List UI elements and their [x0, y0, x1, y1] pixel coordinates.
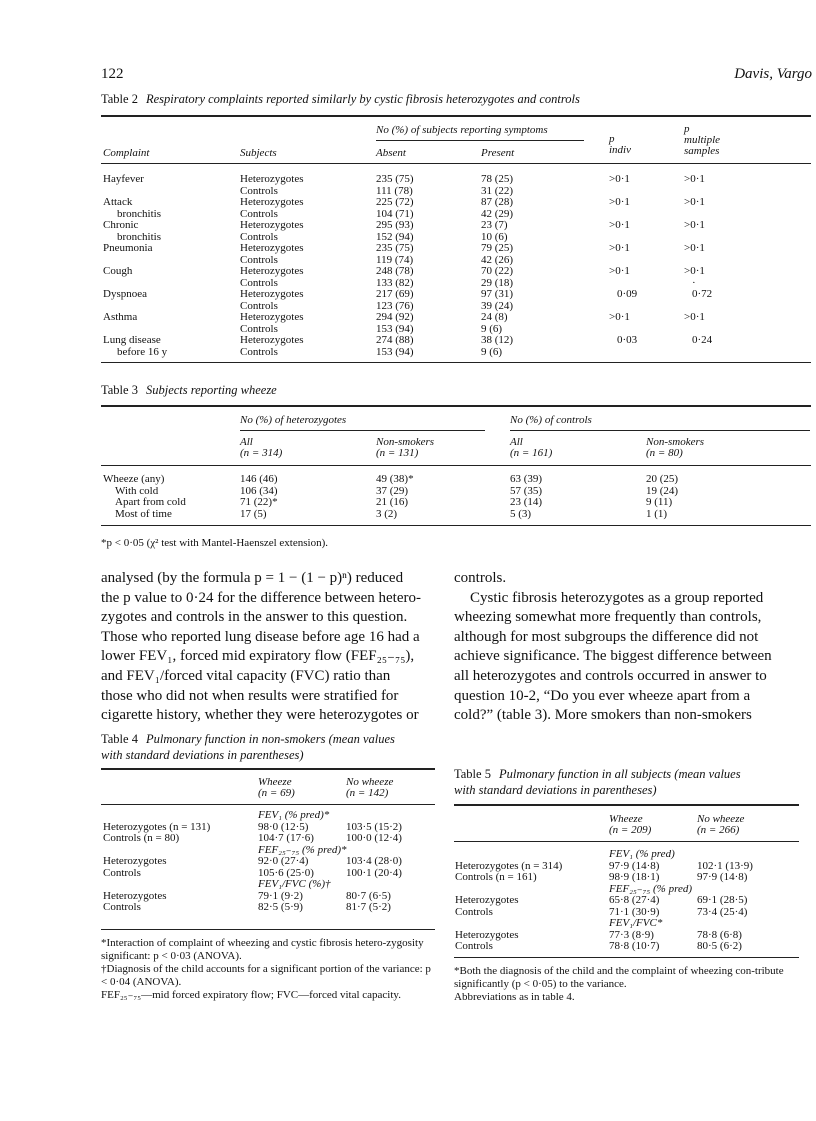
table4-caption — [101, 731, 441, 763]
table4-header-rule — [101, 804, 435, 805]
table4-title-2: with standard deviations in parentheses) — [101, 748, 304, 762]
table2-p-multiple-cell: 0·72 — [692, 288, 713, 300]
table2-present-cell: 78 (25) — [481, 173, 514, 185]
table3-value-cell: 146 (46) — [240, 473, 278, 485]
table2-absent-cell: 119 (74) — [376, 253, 414, 266]
table3-label: Table 3 — [101, 383, 138, 397]
table3-col-header: Non-smokers — [376, 436, 435, 448]
table2-p-indiv-cell: >0·1 — [609, 173, 630, 185]
t5-footnote: *Both the diagnosis of the child and the complaint of wheezing con-tribute significantly (p < 0·05) to the variance. — [454, 965, 784, 990]
table3-ctl-rule — [510, 430, 810, 431]
t5-value-cell: 97·9 (14·8) — [697, 871, 748, 883]
t4-section-heading: FEF₂₅₋₇₅ (% pred)* — [258, 843, 347, 856]
table2-complaint-cell: Cough — [103, 265, 133, 277]
table2-subjects-cell: Heterozygotes — [240, 242, 304, 254]
t4-value-cell: 104·7 (17·6) — [258, 832, 314, 844]
table3-value-cell: 71 (22)* — [240, 496, 278, 508]
table2-h-pmult-1: p — [684, 123, 690, 135]
table5-notes — [454, 965, 799, 1004]
body-right-line: although for most subgroups the difference did not — [454, 628, 759, 645]
table2-p-multiple-cell: >0·1 — [684, 242, 705, 254]
table2-p-indiv-cell: >0·1 — [609, 196, 630, 208]
table4-top-rule — [101, 768, 435, 770]
t4-row-label: Heterozygotes (n = 131) — [103, 820, 211, 833]
table2-absent-cell: 225 (72) — [376, 196, 414, 208]
table3-value-cell: 9 (11) — [646, 496, 673, 508]
table2-absent-cell: 123 (76) — [376, 299, 414, 312]
t5-value-cell: 80·5 (6·2) — [697, 940, 742, 952]
t4-row-label: Heterozygotes — [103, 889, 167, 902]
table3-col-n: (n = 314) — [240, 447, 283, 459]
table2-present-cell: 38 (12) — [481, 334, 514, 346]
body-left-line: zygotes and controls in the answer to this question. — [101, 609, 408, 626]
table2-p-multiple-cell: >0·1 — [684, 219, 705, 231]
table2-caption — [101, 92, 580, 107]
table2-h-pmult-3: samples — [684, 145, 720, 157]
t5-value-cell: 78·8 (6·8) — [697, 928, 742, 941]
table3-col-header: All — [240, 436, 253, 448]
t5-section-heading: FEF₂₅₋₇₅ (% pred) — [609, 882, 693, 895]
t5-row-label: Controls — [455, 905, 493, 918]
t5-section-heading: FEV₁/FVC* — [609, 917, 663, 929]
table3-row-label: Apart from cold — [115, 496, 186, 508]
table4-label: Table 4 — [101, 732, 138, 746]
table2-absent-cell: 104 (71) — [376, 207, 414, 220]
t5-footnote: Abbreviations as in table 4. — [454, 991, 575, 1003]
body-right-line: Cystic fibrosis heterozygotes as a group reported — [470, 589, 764, 606]
table2-present-cell: 29 (18) — [481, 276, 514, 289]
table2-title: Respiratory complaints reported similarly by cystic fibrosis heterozygotes and controls — [145, 92, 580, 106]
t4-value-cell: 80·7 (6·5) — [346, 889, 391, 902]
t4-col-header: No wheeze — [346, 776, 394, 788]
table2-group-header: No (%) of subjects reporting symptoms — [376, 124, 548, 136]
table2-absent-cell: 111 (78) — [376, 184, 413, 197]
table2-present-cell: 24 (8) — [481, 311, 508, 323]
body-left-line: lower FEV₁, forced mid expiratory flow (FEF₂₅₋₇₅), — [101, 648, 415, 665]
t4-value-cell: 100·0 (12·4) — [346, 832, 402, 844]
table2-complaint-cell: Hayfever — [103, 173, 144, 185]
t4-row-label: Heterozygotes — [103, 855, 167, 867]
t4-value-cell: 103·4 (28·0) — [346, 855, 402, 867]
table2-subjects-cell: Heterozygotes — [240, 311, 304, 323]
t5-row-label: Heterozygotes (n = 314) — [455, 859, 563, 872]
t4-value-cell: 105·6 (25·0) — [258, 866, 314, 879]
t4-value-cell: 79·1 (9·2) — [258, 889, 303, 902]
table2-present-cell: 42 (29) — [481, 207, 514, 220]
t4-value-cell: 98·0 (12·5) — [258, 820, 309, 833]
table3-value-cell: 3 (2) — [376, 507, 398, 520]
table2-top-rule — [101, 115, 811, 117]
table2-p-multiple-cell: >0·1 — [684, 265, 705, 277]
table2-subjects-cell: Heterozygotes — [240, 196, 304, 208]
table3-row-label: With cold — [115, 484, 159, 497]
table2-p-multiple-cell: 0·24 — [692, 334, 713, 346]
table2-subjects-cell: Controls — [240, 230, 278, 243]
table2-complaint-cell: Attack — [103, 196, 133, 208]
body-left-line: the p value to 0·24 for the difference between hetero- — [101, 589, 421, 606]
table3-caption — [101, 383, 277, 398]
t5-col-header: Wheeze — [609, 813, 643, 825]
t5-value-cell: 102·1 (13·9) — [697, 859, 753, 872]
table2-subjects-cell: Controls — [240, 253, 278, 266]
table2-complaint-cell: Pneumonia — [103, 242, 153, 254]
table2-present-cell: 97 (31) — [481, 288, 514, 300]
table2-p-indiv-cell: >0·1 — [609, 311, 630, 323]
table2-p-indiv-cell: >0·1 — [609, 265, 630, 277]
table3-col-n: (n = 161) — [510, 447, 553, 459]
table2-complaint-cell: Lung disease — [103, 334, 161, 346]
table2-label: Table 2 — [101, 92, 138, 106]
table3-top-rule — [101, 405, 811, 407]
t5-value-cell: 65·8 (27·4) — [609, 894, 660, 906]
table2-absent-cell: 248 (78) — [376, 265, 414, 277]
table2-present-cell: 70 (22) — [481, 265, 514, 277]
table3-value-cell: 23 (14) — [510, 496, 543, 508]
body-right-column — [454, 569, 812, 726]
table3-header-rule — [101, 465, 811, 466]
table2-header-rule — [101, 163, 811, 164]
t5-row-label: Controls — [455, 940, 493, 952]
table2-p-indiv-cell: >0·1 — [609, 242, 630, 254]
table2-absent-cell: 133 (82) — [376, 276, 414, 289]
table2-subjects-cell: Controls — [240, 345, 278, 358]
t4-col-n: (n = 69) — [258, 787, 295, 799]
table3-col-n: (n = 131) — [376, 447, 419, 459]
t5-value-cell: 73·4 (25·4) — [697, 905, 748, 918]
body-right-line: question 10-2, “Do you ever wheeze apart from a — [454, 687, 751, 704]
table2-subjects-cell: Heterozygotes — [240, 334, 304, 346]
table2-present-cell: 9 (6) — [481, 322, 503, 335]
t4-row-label: Controls (n = 80) — [103, 832, 180, 844]
table2-absent-cell: 235 (75) — [376, 242, 414, 254]
table3-group-ctl: No (%) of controls — [510, 414, 592, 426]
table2-p-multiple-cell: >0·1 — [684, 173, 705, 185]
table2-p-indiv-cell: 0·09 — [617, 288, 638, 300]
table2-absent-cell: 217 (69) — [376, 288, 414, 300]
table3-bottom-rule — [101, 525, 811, 526]
table3-value-cell: 21 (16) — [376, 496, 409, 508]
t5-col-n: (n = 209) — [609, 824, 652, 836]
table2-p-multiple-cell: >0·1 — [684, 196, 705, 208]
table2-subjects-cell: Controls — [240, 299, 278, 312]
t5-col-header: No wheeze — [697, 813, 745, 825]
table2-complaint-cell: before 16 y — [117, 345, 168, 358]
t5-row-label: Controls (n = 161) — [455, 871, 537, 883]
body-left-line: cigarette history, whether they were heterozygotes or — [101, 707, 419, 724]
table3-value-cell: 19 (24) — [646, 484, 679, 497]
table2-present-cell: 31 (22) — [481, 184, 514, 197]
table3-value-cell: 106 (34) — [240, 484, 278, 497]
t4-section-heading: FEV₁ (% pred)* — [258, 809, 330, 821]
t4-row-label: Controls — [103, 901, 141, 913]
table2-group-rule — [376, 140, 584, 141]
table2-subjects-cell: Heterozygotes — [240, 173, 304, 185]
table2-h-pindiv-1: p — [609, 133, 615, 145]
page-number: 122 — [101, 66, 124, 82]
table2-p-indiv-cell: 0·03 — [617, 334, 638, 346]
t5-section-heading: FEV₁ (% pred) — [609, 848, 675, 860]
t4-footnote: FEF₂₅₋₇₅—mid forced expiratory flow; FVC—forced vital capacity. — [101, 989, 401, 1001]
t4-value-cell: 100·1 (20·4) — [346, 866, 402, 879]
table2-absent-cell: 235 (75) — [376, 173, 414, 185]
table2-present-cell: 87 (28) — [481, 196, 514, 208]
table3-row-label: Wheeze (any) — [103, 473, 165, 485]
table3-value-cell: 63 (39) — [510, 473, 543, 485]
table2-absent-cell: 152 (94) — [376, 230, 414, 243]
table5-title-1: Pulmonary function in all subjects (mean values — [498, 767, 741, 781]
table3-row-label: Most of time — [115, 507, 172, 520]
t5-value-cell: 69·1 (28·5) — [697, 894, 748, 906]
table2-absent-cell: 153 (94) — [376, 345, 414, 358]
table4-notes — [101, 937, 437, 1002]
table3-het-rule — [240, 430, 485, 431]
table2-p-multiple-cell: · — [692, 276, 696, 289]
table2-present-cell: 23 (7) — [481, 219, 508, 231]
table3-col-header: All — [510, 436, 523, 448]
table2-bottom-rule — [101, 362, 811, 363]
table2-subjects-cell: Heterozygotes — [240, 288, 304, 300]
table2-complaint-cell: bronchitis — [117, 207, 161, 220]
table3-group-het: No (%) of heterozygotes — [240, 414, 347, 426]
table2-h-present: Present — [481, 147, 515, 159]
table2-absent-cell: 294 (92) — [376, 311, 414, 323]
body-left-line: and FEV₁/forced vital capacity (FVC) ratio than — [101, 667, 391, 684]
t5-col-n: (n = 266) — [697, 824, 740, 836]
table5-title-2: with standard deviations in parentheses) — [454, 783, 657, 797]
t5-value-cell: 77·3 (8·9) — [609, 928, 654, 941]
t5-row-label: Heterozygotes — [455, 928, 519, 941]
table3-title: Subjects reporting wheeze — [145, 383, 277, 397]
table5-bottom-rule — [454, 957, 799, 958]
t4-value-cell: 92·0 (27·4) — [258, 855, 309, 867]
table2-subjects-cell: Heterozygotes — [240, 265, 304, 277]
table3-col-header: Non-smokers — [646, 436, 705, 448]
table2-absent-cell: 274 (88) — [376, 334, 414, 346]
table2-h-pindiv-2: indiv — [609, 144, 631, 156]
table2-present-cell: 10 (6) — [481, 230, 508, 243]
table2-p-multiple-cell: >0·1 — [684, 311, 705, 323]
body-left-line: those who did not when results were stratified for — [101, 687, 399, 704]
body-left-line: analysed (by the formula p = 1 − (1 − p)ⁿ) reduced — [101, 570, 404, 586]
table2-subjects-cell: Controls — [240, 276, 278, 289]
table2-h-absent: Absent — [376, 147, 406, 159]
table3-value-cell: 57 (35) — [510, 484, 543, 497]
body-left-column — [101, 569, 446, 726]
t4-row-label: Controls — [103, 866, 141, 879]
body-right-line: cold?” (table 3). More smokers than non-smokers — [454, 707, 752, 724]
table4-title-1: Pulmonary function in non-smokers (mean values — [145, 732, 395, 746]
table2-h-subjects: Subjects — [240, 147, 277, 159]
table3-value-cell: 5 (3) — [510, 507, 532, 520]
table2-present-cell: 79 (25) — [481, 242, 514, 254]
table2-complaint-cell: Asthma — [103, 311, 138, 323]
table2-subjects-cell: Controls — [240, 207, 278, 220]
body-right-line: controls. — [454, 570, 507, 586]
table3-value-cell: 20 (25) — [646, 473, 679, 485]
body-left-line: Those who reported lung disease before age 16 had a — [101, 628, 420, 645]
table2-p-indiv-cell: >0·1 — [609, 219, 630, 231]
table3-col-n: (n = 80) — [646, 447, 683, 459]
running-authors: Davis, Vargo — [734, 66, 812, 82]
table2-h-complaint: Complaint — [103, 147, 150, 159]
table5-top-rule — [454, 804, 799, 806]
t4-col-header: Wheeze — [258, 776, 292, 788]
table2-subjects-cell: Heterozygotes — [240, 219, 304, 231]
t4-value-cell: 81·7 (5·2) — [346, 901, 391, 913]
t4-footnote: †Diagnosis of the child accounts for a significant portion of the variance: p < 0·04 (ANOVA). — [101, 963, 431, 988]
table2-present-cell: 39 (24) — [481, 299, 514, 312]
t5-value-cell: 97·9 (14·8) — [609, 859, 660, 872]
table2-complaint-cell: Dyspnoea — [103, 288, 147, 300]
t4-section-heading: FEV₁/FVC (%)† — [258, 878, 331, 890]
table3-value-cell: 17 (5) — [240, 507, 267, 520]
table5-caption — [454, 766, 799, 798]
table3-value-cell: 1 (1) — [646, 507, 668, 520]
body-right-line: wheezing somewhat more frequently than controls, — [454, 609, 762, 626]
table2-subjects-cell: Controls — [240, 322, 278, 335]
table2-present-cell: 9 (6) — [481, 345, 503, 358]
t4-footnote: *Interaction of complaint of wheezing and cystic fibrosis hetero-zygosity significant: p < 0·03 (ANOVA). — [101, 937, 424, 962]
t4-value-cell: 82·5 (5·9) — [258, 901, 303, 913]
table2-h-pmult-2: multiple — [684, 134, 721, 146]
t5-value-cell: 78·8 (10·7) — [609, 940, 660, 952]
table5-header-rule — [454, 841, 799, 842]
t5-value-cell: 71·1 (30·9) — [609, 905, 660, 918]
table2-complaint-cell: bronchitis — [117, 230, 161, 243]
body-right-line: all heterozygotes and controls occurred in answer to — [454, 667, 767, 684]
table3-footnote: *p < 0·05 (χ² test with Mantel-Haenszel extension). — [101, 537, 328, 549]
table2-complaint-cell: Chronic — [103, 219, 139, 231]
table2-absent-cell: 153 (94) — [376, 322, 414, 335]
table5-label: Table 5 — [454, 767, 491, 781]
table3-value-cell: 49 (38)* — [376, 473, 414, 485]
body-right-line: achieve significance. The biggest difference between — [454, 648, 772, 665]
t5-value-cell: 98·9 (18·1) — [609, 871, 660, 883]
table2-absent-cell: 295 (93) — [376, 219, 414, 231]
t4-col-n: (n = 142) — [346, 787, 389, 799]
t5-row-label: Heterozygotes — [455, 894, 519, 906]
table3-value-cell: 37 (29) — [376, 484, 409, 497]
t4-value-cell: 103·5 (15·2) — [346, 820, 402, 833]
table2-subjects-cell: Controls — [240, 184, 278, 197]
table4-bottom-rule — [101, 929, 435, 930]
table2-present-cell: 42 (26) — [481, 253, 514, 266]
